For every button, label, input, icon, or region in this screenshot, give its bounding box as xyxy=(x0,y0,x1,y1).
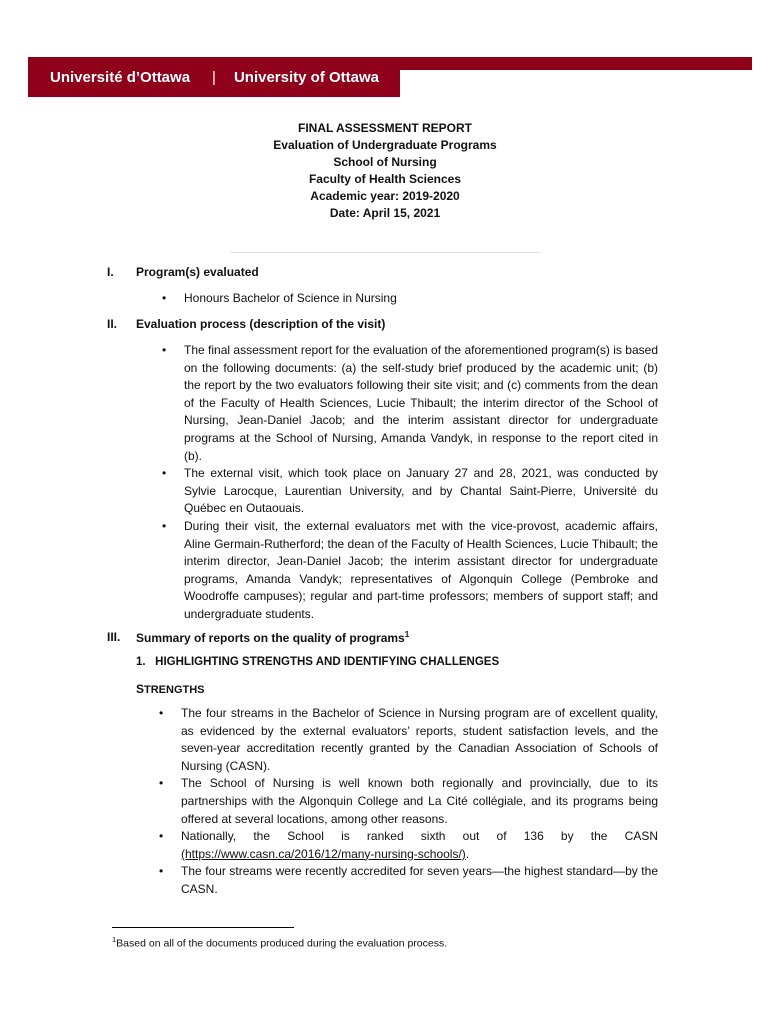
header-divider xyxy=(230,252,540,253)
faculty-name: Faculty of Health Sciences xyxy=(308,172,462,186)
footnote xyxy=(112,935,447,950)
report-header xyxy=(0,120,770,222)
footnote-text: Based on all of the documents produced during the evaluation process. xyxy=(116,937,448,950)
list-item: • During their visit, the external evaluators met with the vice-provost, academic affairs, Aline Germain-Rutherford; the dean of the Faculty of Health Sciences, Lucie Thibault; the interim director, Jean-Daniel Jacob; the interim assistant director for undergraduate programs, Amanda Vandyk; representatives of Algonquin College (Pembroke and Woodroffe campuses); regular and part-time professors; members of support staff; and undergraduate students. xyxy=(162,518,658,621)
list-item: • The external visit, which took place on January 27 and 28, 2021, was conducted by Sylvie Larocque, Laurentian University, and by Chantal Saint-Pierre, Université du Québec en Outaouais. xyxy=(162,466,658,516)
bullet-icon: • xyxy=(162,466,167,481)
section-3-title: Summary of reports on the quality of programs$^1$ xyxy=(136,630,410,645)
section-3-number: III. xyxy=(107,630,121,644)
section-1-number: I. xyxy=(107,265,114,279)
subsection-title: 1. HIGHLIGHTING STRENGTHS AND IDENTIFYING CHALLENGES xyxy=(136,656,500,668)
list-item: • Honours Bachelor of Science in Nursing xyxy=(184,290,658,308)
section-2-title: Evaluation process (description of the visit) xyxy=(136,317,386,331)
strengths-heading: STRENGTHS xyxy=(136,682,205,696)
university-banner xyxy=(28,57,400,97)
list-item: • The School of Nursing is well known both regionally and provincially, due to its partnerships with the Algonquin College and La Cité collégiale, and its programs being offered at several locations, among other reasons. xyxy=(159,776,658,826)
university-name-fr: Université d’Ottawa xyxy=(50,68,191,86)
school-name: School of Nursing xyxy=(333,155,437,169)
bullet-icon: • xyxy=(159,706,164,720)
bullet-icon: • xyxy=(159,776,164,791)
university-name-en: University of Ottawa xyxy=(233,68,379,86)
list-item: • The four streams were recently accredited for seven years—the highest standard—by the CASN. xyxy=(159,864,658,896)
bullet-icon: • xyxy=(159,829,164,844)
bullet-icon: • xyxy=(162,518,167,533)
academic-year: Academic year: 2019-2020 xyxy=(310,189,460,203)
section-1-title: Program(s) evaluated xyxy=(136,265,259,279)
bullet-icon: • xyxy=(159,864,164,879)
report-title: FINAL ASSESSMENT REPORT xyxy=(297,121,473,135)
bullet-icon: • xyxy=(162,343,167,357)
strengths-list xyxy=(159,705,658,899)
list-item: • The final assessment report for the evaluation of the aforementioned program(s) is based on the following documents: (a) the self-study brief produced by the academic unit; (b) the report by the two evaluators following their site visit; and (c) comments from the dean of the Faculty of Health Sciences, Lucie Thibault; the interim director of the School of Nursing, Jean-Daniel Jacob; and the interim assistant director for undergraduate programs at the School of Nursing, Amanda Vandyk, in response to the report cited in (b). xyxy=(162,343,658,463)
footnote-ref: 1 xyxy=(404,630,410,639)
section-2-number: II. xyxy=(107,317,118,331)
section-1-list xyxy=(162,290,658,308)
report-subtitle: Evaluation of Undergraduate Programs xyxy=(273,138,497,152)
report-date: Date: April 15, 2021 xyxy=(329,206,441,220)
casn-link[interactable]: (https://www.casn.ca/2016/12/many-nursing-schools/) xyxy=(181,846,466,861)
bullet-icon: • xyxy=(162,291,167,305)
list-item: • The four streams in the Bachelor of Science in Nursing program are of excellent quality, as evidenced by the external evaluators’ reports, student satisfaction levels, and the seven-year accreditation recently granted by the Canadian Association of Schools of Nursing (CASN). xyxy=(159,706,658,773)
footnote-mark: 1 xyxy=(112,935,117,944)
banner-separator: | xyxy=(212,68,216,86)
section-2-list xyxy=(162,342,658,624)
list-item: • Nationally, the School is ranked sixth out of 136 by the CASN (https://www.casn.ca/2016/12/many-nursing-schools/). xyxy=(159,829,658,861)
ranking-text: Nationally, the School is ranked sixth out of 136 by the CASN xyxy=(181,829,658,844)
footnote-divider xyxy=(112,927,294,928)
